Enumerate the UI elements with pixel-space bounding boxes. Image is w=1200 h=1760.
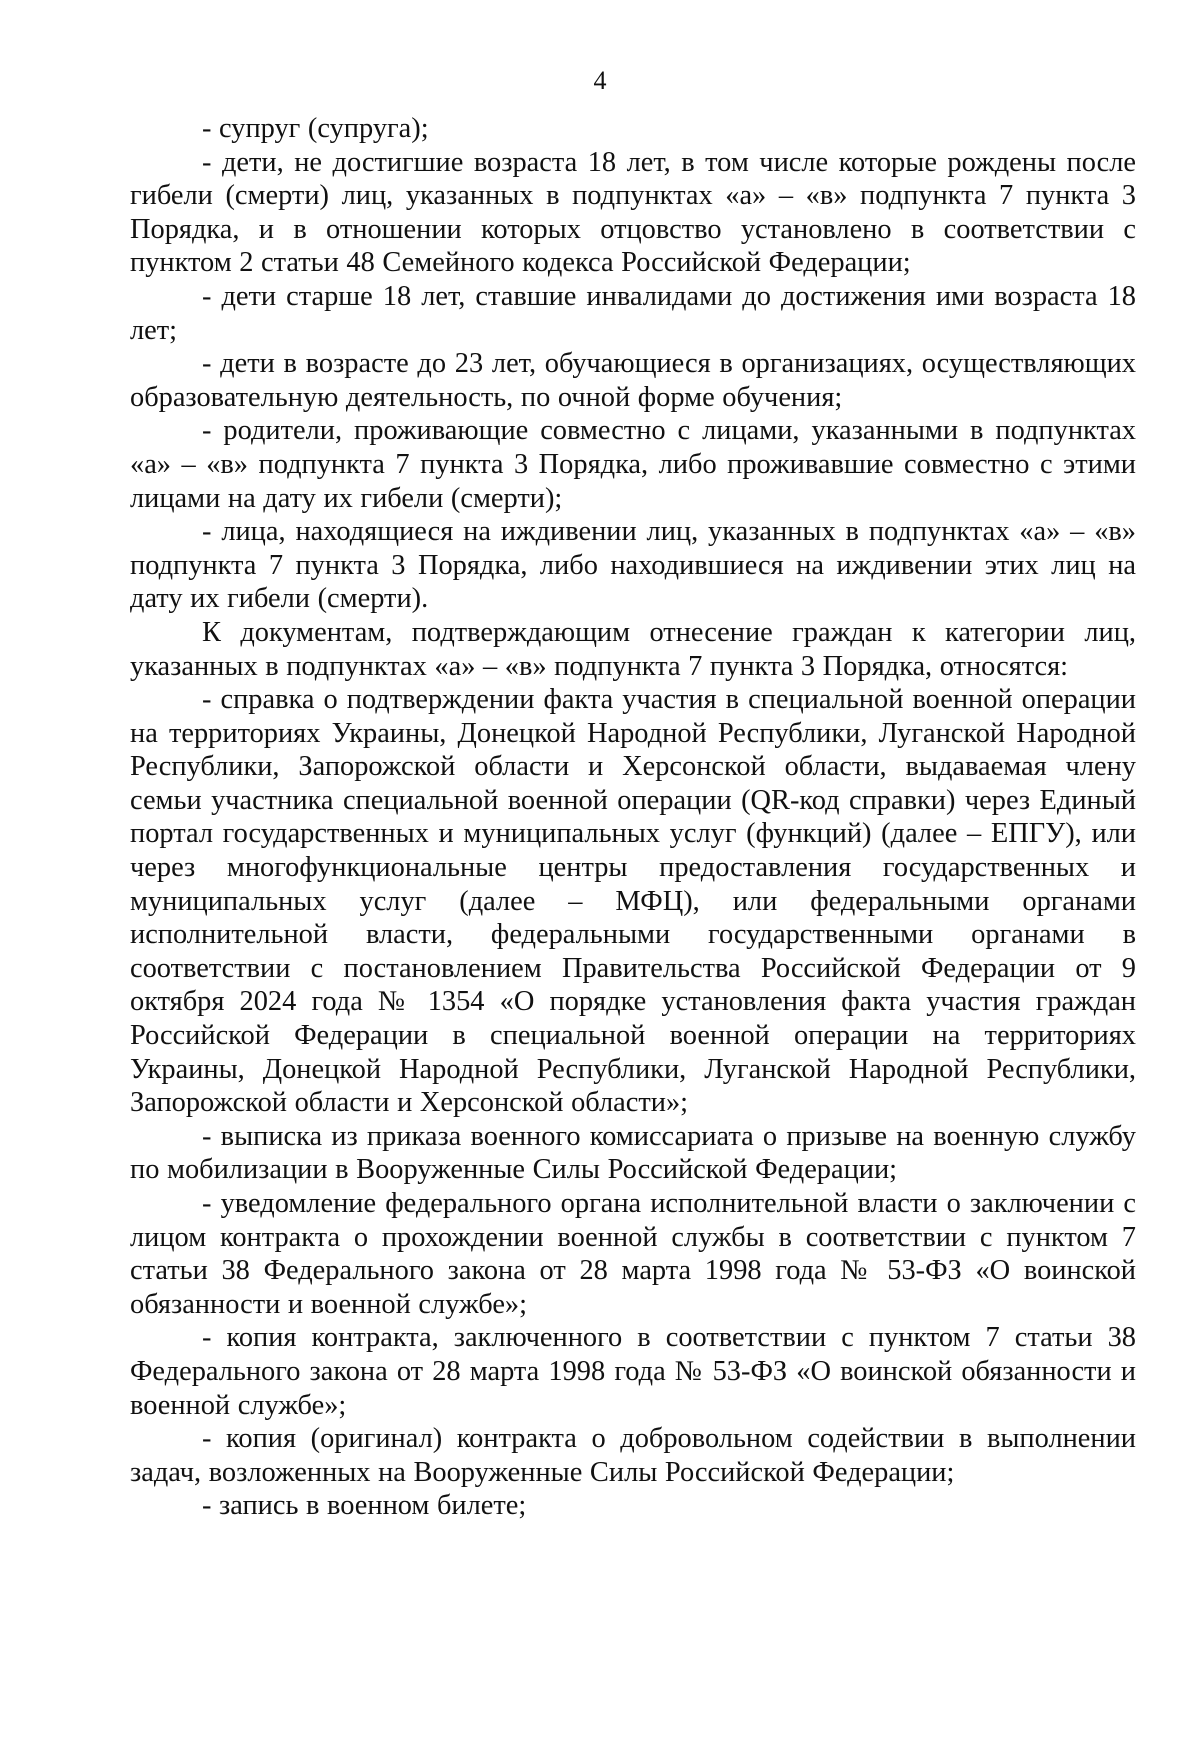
document-body	[130, 112, 1136, 1523]
paragraph-dependents: - лица, находящиеся на иждивении лиц, указанных в подпунктах «а» – «в» подпункта 7 пункта 3 Порядка, либо находившиеся на иждивении этих лиц на дату их гибели (смерти).	[130, 516, 1136, 615]
paragraph-parents: - родители, проживающие совместно с лицами, указанными в подпунктах «а» – «в» подпункта 7 пункта 3 Порядка, либо проживавшие совместно с этими лицами на дату их гибели (смерти);	[130, 415, 1136, 514]
paragraph-military-id: - запись в военном билете;	[202, 1490, 527, 1522]
paragraph-volunteer-contract: - копия (оригинал) контракта о добровольном содействии в выполнении задач, возложенных на Вооруженные Силы Российской Федерации;	[130, 1423, 1136, 1488]
paragraph-documents-intro: К документам, подтверждающим отнесение граждан к категории лиц, указанных в подпунктах «а» – «в» подпункта 7 пункта 3 Порядка, относятся:	[130, 616, 1136, 682]
paragraph-certificate: - справка о подтверждении факта участия в специальной военной операции на территориях Украины, Донецкой Народной Республики, Луганской Народной Республики, Запорожской области и Херсонской области, выдаваемая члену семьи участника специальной военной операции (QR-код справки) через Единый портал государственных и муниципальных услуг (функций) (далее – ЕПГУ), или через многофункциональные центры предоставления государственных и муниципальных услуг (далее – МФЦ), или федеральными органами исполнительной власти, федеральными государственными органами в соответствии с постановлением Правительства Российской Федерации от 9 октября 2024 года № 1354 «О порядке установления факта участия граждан Российской Федерации в специальной военной операции на территориях Украины, Донецкой Народной Республики, Луганской Народной Республики, Запорожской области и Херсонской области»;	[130, 684, 1136, 1119]
paragraph-notification: - уведомление федерального органа исполнительной власти о заключении с лицом контракта о прохождении военной службы в соответствии с пунктом 7 статьи 38 Федерального закона от 28 марта 1998 года № 53-ФЗ «О воинской обязанности и военной службе»;	[130, 1188, 1136, 1320]
paragraph-children-under-18: - дети, не достигшие возраста 18 лет, в том числе которые рождены после гибели (смерти) лиц, указанных в подпунктах «а» – «в» подпункта 7 пункта 3 Порядка, и в отношении которых отцовство установлено в соответствии с пунктом 2 статьи 48 Семейного кодекса Российской Федерации;	[130, 146, 1136, 279]
paragraph-spouse: - супруг (супруга);	[202, 113, 429, 144]
paragraph-children-disabled: - дети старше 18 лет, ставшие инвалидами до достижения ими возраста 18 лет;	[130, 280, 1136, 346]
paragraph-order-extract: - выписка из приказа военного комиссариата о призыве на военную службу по мобилизации в Вооруженные Силы Российской Федерации;	[130, 1120, 1136, 1186]
page-number: 4	[593, 66, 607, 95]
paragraph-contract-copy: - копия контракта, заключенного в соответствии с пунктом 7 статьи 38 Федерального закона от 28 марта 1998 года № 53-ФЗ «О воинской обязанности и военной службе»;	[130, 1322, 1136, 1421]
paragraph-children-students: - дети в возрасте до 23 лет, обучающиеся в организациях, осуществляющих образовательную деятельность, по очной форме обучения;	[130, 348, 1136, 413]
